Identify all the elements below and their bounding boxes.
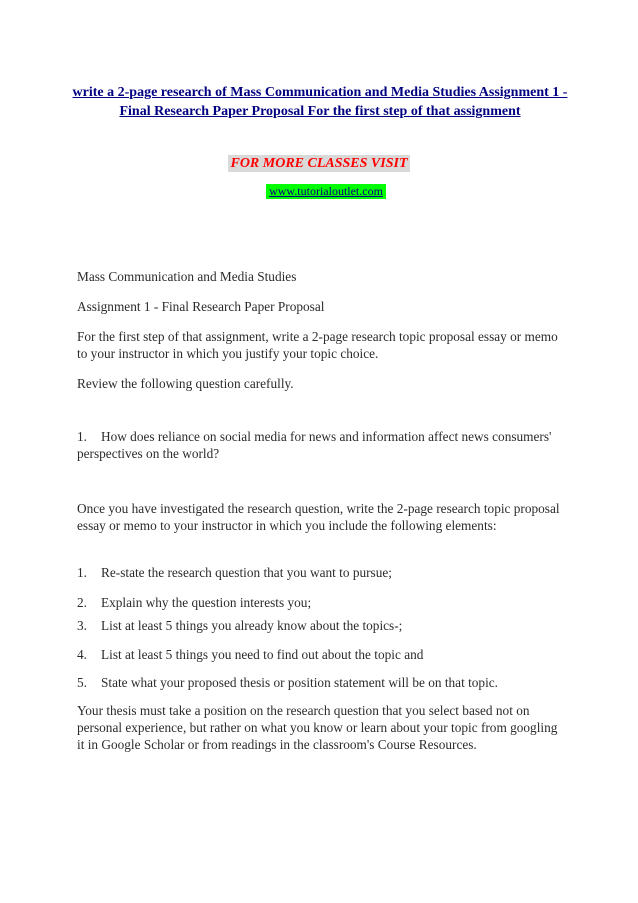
list-item-number: 2. [77,595,87,610]
research-question [77,428,567,462]
website-link-container [0,182,638,200]
list-item [77,564,567,581]
list-item [77,594,567,611]
question-text: How does reliance on social media for news and information affect news consumers' perspectives on the world? [77,429,552,461]
website-link[interactable]: www.tutorialoutlet.com [266,184,386,199]
list-item [77,674,567,691]
instructions-paragraph: Once you have investigated the research question, write the 2-page research topic proposal essay or memo to your instructor in which you include the following elements: [77,501,560,533]
list-item [77,646,567,663]
promo-banner [0,154,638,172]
document-title[interactable]: write a 2-page research of Mass Communication and Media Studies Assignment 1 - Final Research Paper Proposal For the first step of that assignment [72,85,568,119]
list-item-text: List at least 5 things you need to find out about the topic and [101,647,424,662]
list-item-number: 1. [77,565,87,580]
list-item-number: 5. [77,675,87,690]
course-name: Mass Communication and Media Studies [77,269,297,284]
list-item-text: List at least 5 things you already know about the topics-; [101,618,403,633]
question-number: 1. [77,429,87,444]
intro-paragraph: For the first step of that assignment, write a 2-page research topic proposal essay or memo to your instructor in which you justify your topic choice. [77,329,558,361]
list-item-text: Explain why the question interests you; [101,595,312,610]
list-item-number: 4. [77,647,87,662]
list-item-text: State what your proposed thesis or position statement will be on that topic. [101,675,498,690]
list-item-number: 3. [77,618,87,633]
list-item [77,617,567,634]
promo-text: FOR MORE CLASSES VISIT [230,156,408,171]
thesis-paragraph: Your thesis must take a position on the research question that you select based not on personal experience, but rather on what you know or learn about your topic from googling it in Google Scholar or from readings in the classroom's Course Resources. [77,703,558,752]
assignment-name: Assignment 1 - Final Research Paper Proposal [77,299,325,314]
review-instruction: Review the following question carefully. [77,376,294,391]
list-item-text: Re-state the research question that you want to pursue; [101,565,392,580]
